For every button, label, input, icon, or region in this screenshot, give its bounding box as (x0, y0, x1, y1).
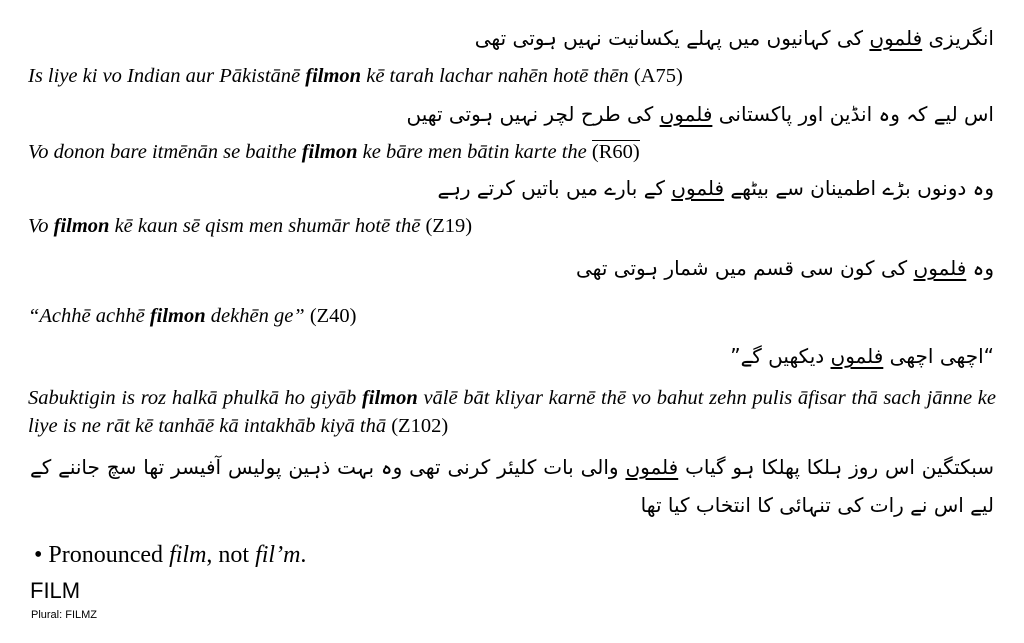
urdu-text: اس لیے کہ وہ انڈین اور پاکستانی (712, 102, 994, 126)
translit-highlight: filmon (149, 305, 206, 327)
pronunciation-note (34, 540, 306, 570)
urdu-text: کی کہانیوں میں پہلے یکسانیت نہیں ہوتی تھی (474, 26, 870, 50)
transliteration-example-1 (28, 62, 683, 90)
urdu-example-0 (475, 24, 994, 52)
urdu-example-1 (406, 100, 994, 128)
translit-highlight: filmon (53, 215, 110, 237)
translit-text: kē tarah lachar nahēn hotē thēn (361, 65, 634, 87)
urdu-highlight: فلموں (625, 455, 679, 479)
note-text: Pronounced (42, 542, 170, 568)
urdu-text: دیکھیں گے” (730, 344, 831, 368)
transliteration-example-4 (28, 302, 357, 330)
bullet-icon: • (34, 542, 43, 568)
note-text: . (300, 542, 307, 568)
urdu-text: کی طرح لچر نہیں ہوتی تھیں (406, 102, 660, 126)
source-reference: (Z40) (309, 305, 357, 327)
urdu-text: وہ (966, 256, 994, 280)
urdu-example-2 (437, 174, 994, 202)
urdu-example-4 (730, 342, 994, 370)
urdu-text: انگریزی (922, 26, 994, 50)
urdu-highlight: فلموں (869, 26, 923, 50)
translit-highlight: filmon (361, 387, 418, 409)
source-reference: (Z19) (425, 215, 473, 237)
transliteration-example-2 (28, 138, 640, 166)
urdu-example-5 (30, 448, 994, 524)
urdu-text: “اچھی اچھی (883, 344, 994, 368)
transliteration-example-5 (28, 384, 996, 440)
transliteration-example-3 (28, 212, 472, 240)
note-form: film (169, 542, 207, 568)
plural-form: Plural: FILMZ (31, 609, 98, 621)
translit-text: Vo (28, 215, 54, 237)
translit-text: vālē bāt kliyar karnē thē vo bahut zehn pulis āfisar thā sach jānne ke liye is ne rāt kē tanhāē kā intakhāb kiyā thā (28, 387, 996, 437)
translit-text: “Achhē achhē (28, 305, 150, 327)
source-reference: (A75) (633, 65, 683, 87)
translit-text: Is liye ki vo Indian aur Pākistānē (28, 65, 306, 87)
translit-text: ke bāre men bātin karte the (357, 141, 592, 163)
urdu-highlight: فلموں (659, 102, 713, 126)
translit-text: dekhēn ge” (205, 305, 310, 327)
urdu-highlight: فلموں (830, 344, 884, 368)
urdu-highlight: فلموں (913, 256, 967, 280)
source-reference: (Z102) (391, 415, 449, 437)
headword: FILM (30, 578, 81, 603)
urdu-text: کے بارے میں باتیں کرتے رہے (437, 176, 672, 200)
urdu-highlight: فلموں (671, 176, 725, 200)
translit-highlight: filmon (301, 141, 358, 163)
urdu-text: وہ دونوں بڑے اطمینان سے بیٹھے (724, 176, 994, 200)
translit-text: kē kaun sē qism men shumār hotē thē (109, 215, 426, 237)
urdu-text: والی بات کلیئر کرنی تھی وہ بہت ذہین پولیس آفیسر تھا سچ جاننے کے لیے اس نے رات کی تنہائی کا انتخاب کیا تھا (30, 455, 994, 517)
translit-text: Vo donon bare itmēnān se baithe (28, 141, 302, 163)
urdu-example-3 (576, 254, 994, 282)
source-reference: (R60) (591, 141, 640, 163)
note-text: , not (206, 542, 256, 568)
urdu-text: کی کون سی قسم میں شمار ہوتی تھی (575, 256, 914, 280)
translit-highlight: filmon (305, 65, 362, 87)
translit-text: Sabuktigin is roz halkā phulkā ho giyāb (28, 387, 362, 409)
urdu-text: سبکتگین اس روز ہلکا پھلکا ہو گیاب (678, 455, 994, 479)
note-form: fil’m (255, 542, 301, 568)
